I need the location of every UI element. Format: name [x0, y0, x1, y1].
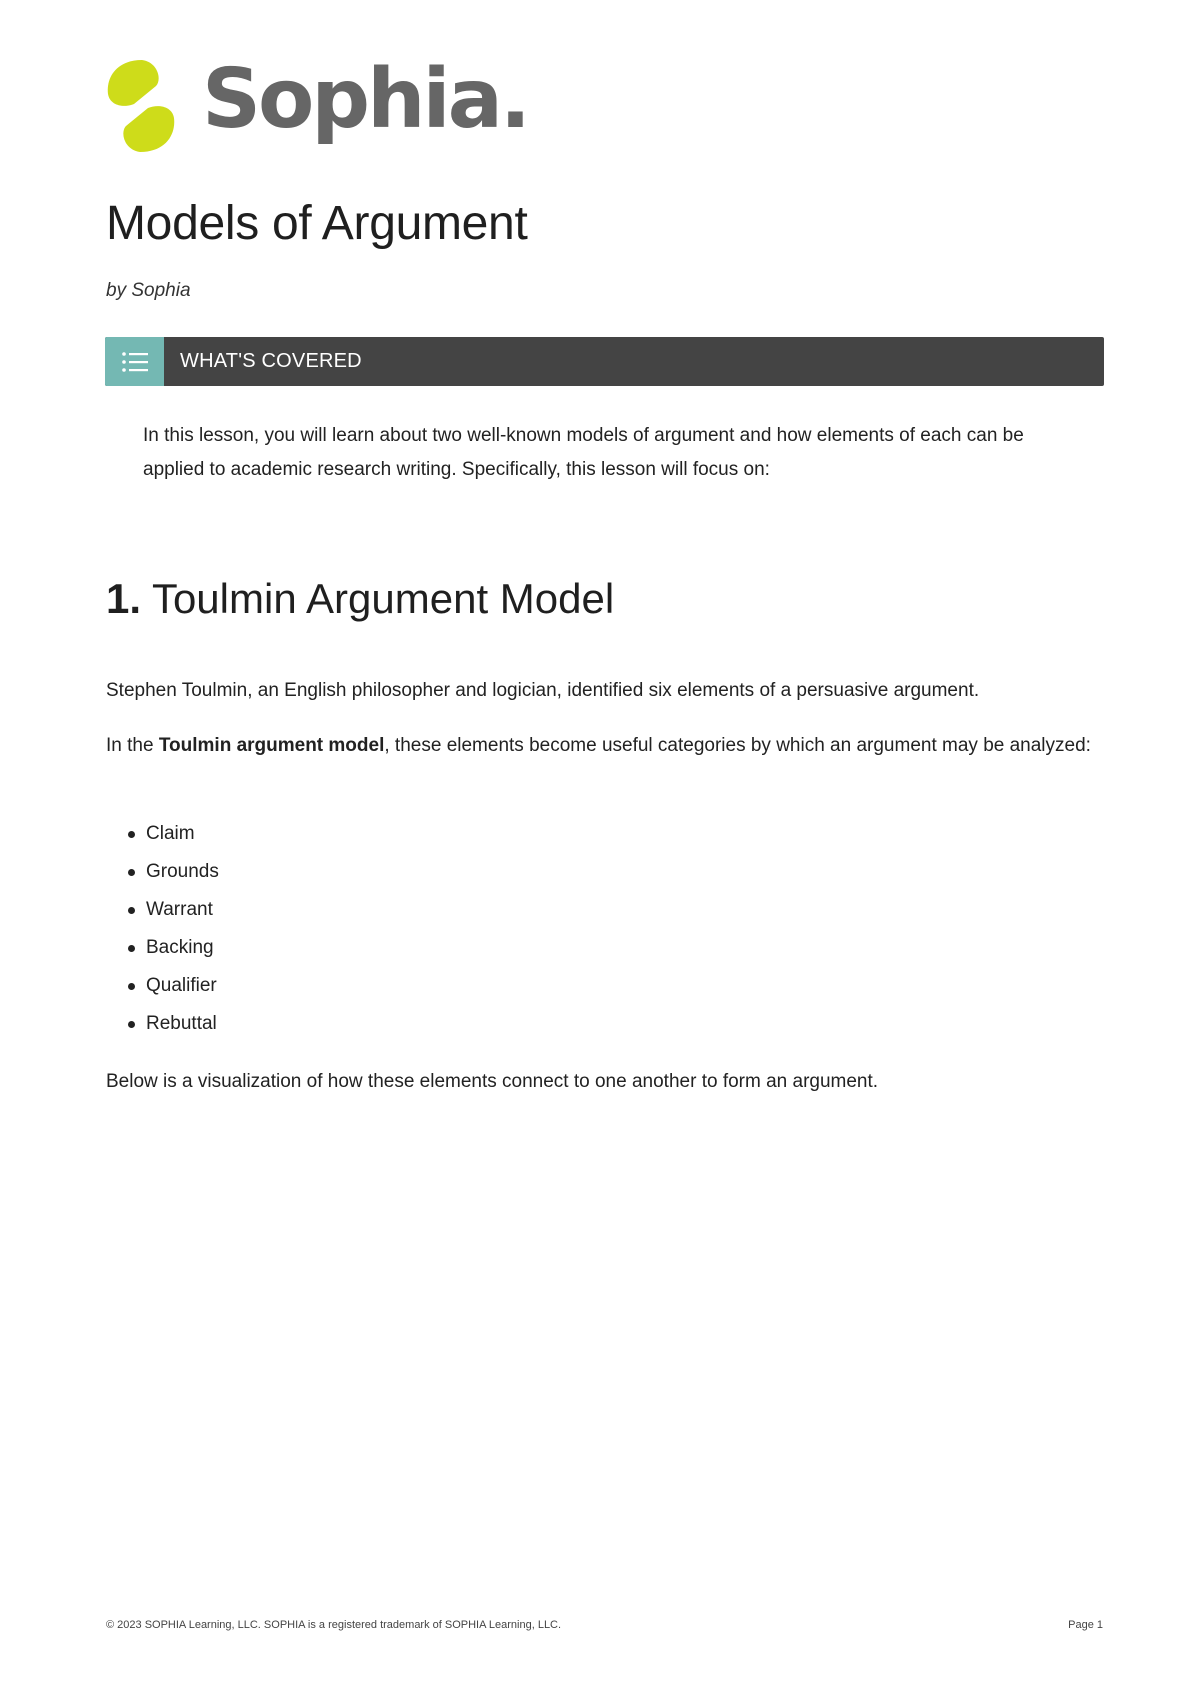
paragraph-toulmin-intro: Stephen Toulmin, an English philosopher and logician, identified six elements of a persuasive argument. — [106, 680, 980, 701]
term-toulmin-argument-model: Toulmin argument model — [158, 735, 385, 756]
section-heading — [106, 574, 614, 624]
paragraph-text-before: In the — [106, 735, 159, 756]
whats-covered-intro: In this lesson, you will learn about two well-known models of argument and how elements of each can be applied to academic research writing. Specifically, this lesson will focus on: — [143, 425, 1024, 480]
footer-page-number: Page 1 — [1068, 1619, 1103, 1631]
argument-elements-list — [106, 815, 219, 1043]
paragraph-text-after: , these elements become useful categories by which an argument may be analyzed: — [384, 735, 1091, 756]
byline: by Sophia — [106, 280, 191, 301]
section-number: 1. — [106, 575, 142, 622]
list-item-grounds: Grounds — [106, 853, 219, 891]
sophia-logo — [104, 52, 529, 156]
paragraph-toulmin-model — [106, 730, 1096, 761]
whats-covered-icon-box — [105, 337, 164, 386]
document-title: Models of Argument — [106, 197, 528, 250]
list-item-qualifier: Qualifier — [106, 967, 219, 1005]
sophia-wordmark — [202, 52, 529, 147]
list-icon — [121, 350, 149, 374]
sophia-logo-mark-icon — [104, 56, 178, 156]
footer-copyright: © 2023 SOPHIA Learning, LLC. SOPHIA is a registered trademark of SOPHIA Learning, LLC. — [106, 1619, 562, 1631]
brand-name: Sophia — [202, 52, 500, 147]
brand-dot: . — [499, 52, 529, 147]
list-item-warrant: Warrant — [106, 891, 219, 929]
whats-covered-label: WHAT'S COVERED — [180, 350, 362, 372]
paragraph-visualization: Below is a visualization of how these elements connect to one another to form an argument. — [106, 1071, 879, 1092]
list-item-claim: Claim — [106, 815, 219, 853]
list-item-rebuttal: Rebuttal — [106, 1005, 219, 1043]
whats-covered-banner — [105, 337, 1104, 386]
list-item-backing: Backing — [106, 929, 219, 967]
section-title: Toulmin Argument Model — [151, 575, 615, 622]
